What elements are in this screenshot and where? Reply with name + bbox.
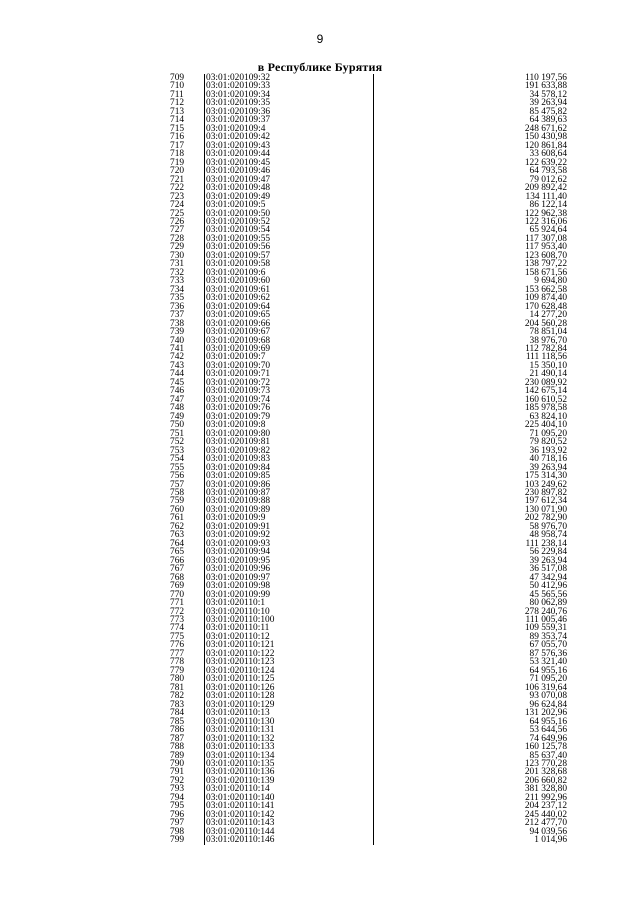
row-number: 767 <box>170 564 185 575</box>
cadastral-number: 03:01:020109:92 <box>206 530 271 541</box>
cadastral-value: 63 824,10 <box>529 411 567 422</box>
cadastral-value: 103 249,62 <box>524 479 567 490</box>
cadastral-value: 38 976,70 <box>529 335 567 346</box>
cadastral-number: 03:01:020110:129 <box>206 699 275 710</box>
row-number: 799 <box>170 835 185 846</box>
row-number: 746 <box>170 386 185 397</box>
cadastral-number: 03:01:020110:126 <box>206 682 275 693</box>
cadastral-value: 117 953,40 <box>525 242 567 253</box>
cadastral-value: 111 005,46 <box>525 615 567 625</box>
row-number: 769 <box>170 581 185 592</box>
cadastral-value: 191 633,88 <box>524 81 567 92</box>
cadastral-number: 03:01:020110:131 <box>206 725 275 736</box>
row-number: 739 <box>170 327 185 338</box>
cadastral-number: 03:01:020109:9 <box>206 513 266 524</box>
cadastral-number: 03:01:020109:98 <box>206 581 271 592</box>
cadastral-number: 03:01:020109:6 <box>206 267 266 278</box>
cadastral-number: 03:01:020110:144 <box>206 826 275 837</box>
cadastral-number: 03:01:020109:54 <box>206 225 271 236</box>
cadastral-number: 03:01:020110:121 <box>206 640 275 651</box>
cadastral-number: 03:01:020109:70 <box>206 360 271 371</box>
cadastral-number: 03:01:020110:123 <box>206 657 275 668</box>
cadastral-value: 36 193,92 <box>529 445 567 456</box>
cadastral-number: 03:01:020109:82 <box>206 445 271 456</box>
cadastral-value: 142 675,14 <box>524 386 567 397</box>
row-number: 745 <box>170 377 185 388</box>
cadastral-value: 160 610,52 <box>524 394 567 405</box>
cadastral-number: 03:01:020110:143 <box>206 818 275 829</box>
row-number: 714 <box>170 115 185 126</box>
row-number: 763 <box>170 530 185 541</box>
cadastral-value: 14 277,20 <box>529 310 567 321</box>
cadastral-number: 03:01:020109:61 <box>206 284 271 295</box>
cadastral-number: 03:01:020109:83 <box>206 454 271 465</box>
row-number: 764 <box>170 538 185 549</box>
cadastral-number: 03:01:020109:58 <box>206 259 271 270</box>
row-number: 776 <box>170 640 185 651</box>
row-number: 755 <box>170 462 185 473</box>
row-number: 737 <box>170 310 185 321</box>
cadastral-number: 03:01:020109:52 <box>206 216 271 227</box>
row-number: 712 <box>170 98 185 109</box>
cadastral-number: 03:01:020110:11 <box>206 623 270 634</box>
cadastral-number: 03:01:020109:33 <box>206 81 271 92</box>
cadastral-value: 106 319,64 <box>524 682 567 693</box>
cadastral-number: 03:01:020109:56 <box>206 242 271 253</box>
cadastral-value: 170 628,48 <box>524 301 567 312</box>
cadastral-value: 39 263,94 <box>529 555 567 566</box>
cadastral-value: 158 671,56 <box>524 267 567 278</box>
cadastral-value: 212 477,70 <box>524 818 567 829</box>
row-number: 762 <box>170 521 185 532</box>
cadastral-number: 03:01:020110:13 <box>206 708 270 719</box>
cadastral-value: 175 314,30 <box>524 471 567 482</box>
cadastral-number: 03:01:020109:80 <box>206 428 271 439</box>
cadastral-value: 248 671,62 <box>524 123 567 134</box>
cadastral-value: 185 978,58 <box>524 403 567 414</box>
cadastral-value: 45 565,56 <box>529 589 567 600</box>
row-number: 725 <box>170 208 185 219</box>
cadastral-value: 65 924,64 <box>529 225 567 236</box>
cadastral-number: 03:01:020109:93 <box>206 538 271 549</box>
cadastral-number: 03:01:020109:55 <box>206 233 271 244</box>
row-number: 758 <box>170 487 185 498</box>
cadastral-value: 130 071,90 <box>524 504 567 515</box>
cadastral-number: 03:01:020109:74 <box>206 394 271 405</box>
cadastral-number: 03:01:020109:68 <box>206 335 271 346</box>
cadastral-number: 03:01:020109:47 <box>206 174 271 185</box>
cadastral-value: 67 055,70 <box>529 640 567 651</box>
cadastral-value: 134 111,40 <box>525 191 567 202</box>
cadastral-value: 33 608,64 <box>529 149 567 160</box>
cadastral-value: 87 576,36 <box>529 648 567 659</box>
cadastral-number: 03:01:020109:45 <box>206 157 271 168</box>
cadastral-value: 39 263,94 <box>529 462 567 473</box>
cadastral-value: 109 559,31 <box>524 623 567 634</box>
cadastral-value: 79 012,62 <box>529 174 567 185</box>
cadastral-value: 131 202,96 <box>524 708 567 719</box>
cadastral-number: 03:01:020109:57 <box>206 250 271 261</box>
cadastral-value: 58 976,70 <box>529 521 567 532</box>
row-number: 711 <box>170 89 184 100</box>
cadastral-value: 96 624,84 <box>529 699 567 710</box>
cadastral-value: 15 350,10 <box>529 360 567 371</box>
row-number: 760 <box>170 504 185 515</box>
cadastral-number: 03:01:020109:49 <box>206 191 271 202</box>
cadastral-value: 197 612,34 <box>524 496 567 507</box>
row-number: 720 <box>170 166 185 177</box>
cadastral-value: 39 263,94 <box>529 98 567 109</box>
cadastral-number: 03:01:020109:73 <box>206 386 271 397</box>
cadastral-value: 78 851,04 <box>529 327 567 338</box>
row-number: 752 <box>170 437 185 448</box>
cadastral-number: 03:01:020109:32 <box>206 73 271 83</box>
row-number: 772 <box>170 606 185 617</box>
cadastral-number: 03:01:020110:128 <box>206 691 275 702</box>
cadastral-value: 225 404,10 <box>524 420 567 431</box>
row-number: 749 <box>170 411 185 422</box>
cadastral-value: 230 089,92 <box>524 377 567 388</box>
row-number: 744 <box>170 369 185 380</box>
cadastral-value: 80 062,89 <box>529 598 567 609</box>
row-number: 759 <box>170 496 185 507</box>
row-number: 790 <box>170 758 185 769</box>
cadastral-value: 122 962,38 <box>524 208 567 219</box>
cadastral-number: 03:01:020109:36 <box>206 106 271 117</box>
row-number: 723 <box>170 191 185 202</box>
cadastral-value: 74 649,96 <box>529 733 567 744</box>
cadastral-number: 03:01:020110:100 <box>206 615 275 625</box>
cadastral-value: 160 125,78 <box>524 742 567 753</box>
cadastral-number: 03:01:020109:87 <box>206 487 271 498</box>
cadastral-number: 03:01:020109:71 <box>206 369 271 380</box>
cadastral-value: 381 328,80 <box>524 784 567 795</box>
cadastral-value: 110 197,56 <box>525 73 567 83</box>
cadastral-number: 03:01:020110:10 <box>206 606 270 617</box>
row-number: 740 <box>170 335 185 346</box>
row-number: 727 <box>170 225 185 236</box>
cadastral-number: 03:01:020110:135 <box>206 758 275 769</box>
cadastral-value: 34 578,12 <box>529 89 567 100</box>
cadastral-value: 209 892,42 <box>524 183 567 194</box>
cadastral-number: 03:01:020110:146 <box>206 835 275 846</box>
cadastral-value: 94 039,56 <box>529 826 567 837</box>
row-number: 734 <box>170 284 185 295</box>
cadastral-value: 1 014,96 <box>534 835 567 846</box>
cadastral-value: 202 782,90 <box>524 513 567 524</box>
row-number: 778 <box>170 657 185 668</box>
cadastral-value: 120 861,84 <box>524 140 567 151</box>
row-number: 722 <box>170 183 185 194</box>
row-number: 733 <box>170 276 185 287</box>
cadastral-value: 85 637,40 <box>529 750 567 761</box>
row-number: 795 <box>170 801 185 812</box>
cadastral-value: 47 342,94 <box>529 572 567 583</box>
row-number: 788 <box>170 742 185 753</box>
cadastral-value: 86 122,14 <box>529 200 567 211</box>
row-number: 787 <box>170 733 185 744</box>
cadastral-value: 89 353,74 <box>529 631 567 642</box>
cadastral-value-table <box>161 74 573 845</box>
cadastral-number: 03:01:020110:136 <box>206 767 275 778</box>
cadastral-number: 03:01:020109:67 <box>206 327 271 338</box>
row-number: 717 <box>170 140 185 151</box>
row-number: 738 <box>170 318 185 329</box>
cadastral-value: 48 958,74 <box>529 530 567 541</box>
row-number: 741 <box>170 344 185 354</box>
cadastral-value: 211 992,96 <box>525 792 567 803</box>
row-number: 724 <box>170 200 185 211</box>
cadastral-value: 64 955,16 <box>529 716 567 727</box>
row-number: 730 <box>170 250 185 261</box>
table-row <box>161 836 573 844</box>
cadastral-number: 03:01:020109:79 <box>206 411 271 422</box>
cadastral-number: 03:01:020109:81 <box>206 437 271 448</box>
cadastral-number: 03:01:020109:60 <box>206 276 271 287</box>
cadastral-value: 138 797,22 <box>524 259 567 270</box>
cadastral-number: 03:01:020110:133 <box>206 742 275 753</box>
row-number: 728 <box>170 233 185 244</box>
row-number: 753 <box>170 445 185 456</box>
cadastral-value: 85 475,82 <box>529 106 567 117</box>
cadastral-number: 03:01:020109:72 <box>206 377 271 388</box>
cadastral-value: 40 718,16 <box>529 454 567 465</box>
cadastral-number: 03:01:020109:4 <box>206 123 266 134</box>
cadastral-number: 03:01:020109:69 <box>206 344 271 354</box>
cadastral-value: 123 608,70 <box>524 250 567 261</box>
cadastral-number: 03:01:020110:1 <box>206 598 266 609</box>
cadastral-number: 03:01:020110:125 <box>206 674 275 685</box>
row-number: 750 <box>170 420 185 431</box>
cadastral-number: 03:01:020110:141 <box>206 801 275 812</box>
row-number: 709 <box>170 73 185 83</box>
cadastral-value: 206 660,82 <box>524 775 567 786</box>
cadastral-value: 245 440,02 <box>524 809 567 820</box>
row-number: 775 <box>170 631 185 642</box>
cadastral-number: 03:01:020110:139 <box>206 775 275 786</box>
cadastral-number: 03:01:020110:140 <box>206 792 275 803</box>
cadastral-number: 03:01:020109:95 <box>206 555 271 566</box>
cadastral-value: 122 639,22 <box>524 157 567 168</box>
row-number: 719 <box>170 157 185 168</box>
row-number: 743 <box>170 360 185 371</box>
row-number: 721 <box>170 174 185 185</box>
cadastral-number: 03:01:020109:8 <box>206 420 266 431</box>
cadastral-number: 03:01:020109:84 <box>206 462 271 473</box>
row-number: 786 <box>170 725 185 736</box>
cadastral-number: 03:01:020109:91 <box>206 521 271 532</box>
cadastral-value: 230 897,82 <box>524 487 567 498</box>
cadastral-value: 71 095,20 <box>529 674 567 685</box>
cadastral-value: 109 874,40 <box>524 293 567 304</box>
row-number: 756 <box>170 471 185 482</box>
row-number: 798 <box>170 826 185 837</box>
cadastral-value: 153 662,58 <box>524 284 567 295</box>
row-number: 765 <box>170 547 185 558</box>
row-number: 782 <box>170 691 185 702</box>
cadastral-value: 112 782,84 <box>525 344 567 354</box>
row-number: 777 <box>170 648 185 659</box>
cadastral-number: 03:01:020109:46 <box>206 166 271 177</box>
cadastral-value: 36 517,08 <box>529 564 567 575</box>
cadastral-number: 03:01:020109:35 <box>206 98 271 109</box>
cadastral-number: 03:01:020109:85 <box>206 471 271 482</box>
cadastral-number: 03:01:020109:50 <box>206 208 271 219</box>
cadastral-number: 03:01:020110:124 <box>206 665 275 676</box>
cadastral-value: 93 070,08 <box>529 691 567 702</box>
row-number: 754 <box>170 454 185 465</box>
row-number: 770 <box>170 589 185 600</box>
row-number: 715 <box>170 123 185 134</box>
cadastral-value: 204 560,28 <box>524 318 567 329</box>
cadastral-value: 64 389,63 <box>529 115 567 126</box>
cadastral-value: 201 328,68 <box>524 767 567 778</box>
row-number: 780 <box>170 674 185 685</box>
cadastral-number: 03:01:020109:42 <box>206 132 271 143</box>
cadastral-number: 03:01:020109:44 <box>206 149 271 160</box>
cadastral-value: 21 490,14 <box>529 369 567 380</box>
cadastral-value: 56 229,84 <box>529 547 567 558</box>
row-number: 779 <box>170 665 185 676</box>
row-number: 731 <box>170 259 185 270</box>
row-number: 742 <box>170 352 185 363</box>
cadastral-number: 03:01:020109:34 <box>206 89 271 100</box>
cadastral-value: 117 307,08 <box>525 233 567 244</box>
row-number: 757 <box>170 479 185 490</box>
cadastral-number: 03:01:020109:37 <box>206 115 271 126</box>
cadastral-number: 03:01:020109:5 <box>206 200 266 211</box>
cadastral-number: 03:01:020109:96 <box>206 564 271 575</box>
row-number: 774 <box>170 623 185 634</box>
row-number: 783 <box>170 699 185 710</box>
cadastral-number: 03:01:020109:99 <box>206 589 271 600</box>
cadastral-value: 53 644,56 <box>529 725 567 736</box>
row-number: 729 <box>170 242 185 253</box>
row-number: 791 <box>170 767 185 778</box>
cadastral-value: 278 240,76 <box>524 606 567 617</box>
cadastral-value: 123 770,28 <box>524 758 567 769</box>
row-number: 748 <box>170 403 185 414</box>
cadastral-number: 03:01:020110:134 <box>206 750 275 761</box>
row-number: 718 <box>170 149 185 160</box>
cadastral-value: 64 793,58 <box>529 166 567 177</box>
cadastral-value: 79 820,52 <box>529 437 567 448</box>
cadastral-number: 03:01:020110:142 <box>206 809 275 820</box>
cadastral-number: 03:01:020110:14 <box>206 784 270 795</box>
cadastral-number: 03:01:020109:89 <box>206 504 271 515</box>
cadastral-number: 03:01:020109:76 <box>206 403 271 414</box>
row-number: 781 <box>170 682 185 693</box>
row-number: 793 <box>170 784 185 795</box>
cadastral-value: 64 955,16 <box>529 665 567 676</box>
cadastral-value: 50 412,96 <box>529 581 567 592</box>
row-number: 794 <box>170 792 185 803</box>
cadastral-value: 111 238,14 <box>525 538 567 549</box>
region-header: в Республике Бурятия <box>257 60 383 74</box>
row-number: 716 <box>170 132 185 143</box>
cadastral-value: 111 118,56 <box>525 352 567 363</box>
row-number: 768 <box>170 572 185 583</box>
cadastral-value: 71 095,20 <box>529 428 567 439</box>
page-number: 9 <box>316 32 324 46</box>
cadastral-number: 03:01:020110:132 <box>206 733 275 744</box>
cadastral-number: 03:01:020109:43 <box>206 140 271 151</box>
row-number: 761 <box>170 513 185 524</box>
row-number: 713 <box>170 106 185 117</box>
row-number: 726 <box>170 216 185 227</box>
row-number: 751 <box>170 428 185 439</box>
row-number: 747 <box>170 394 185 405</box>
cadastral-number: 03:01:020109:48 <box>206 183 271 194</box>
cadastral-number: 03:01:020109:7 <box>206 352 266 363</box>
cadastral-number: 03:01:020109:97 <box>206 572 271 583</box>
cadastral-number: 03:01:020110:130 <box>206 716 275 727</box>
cadastral-value: 122 316,06 <box>524 216 567 227</box>
cadastral-value: 9 694,80 <box>534 276 567 287</box>
row-number: 784 <box>170 708 185 719</box>
row-number: 796 <box>170 809 185 820</box>
row-number: 736 <box>170 301 185 312</box>
row-number: 785 <box>170 716 185 727</box>
row-number: 773 <box>170 615 185 625</box>
cadastral-number: 03:01:020110:12 <box>206 631 270 642</box>
cadastral-number: 03:01:020110:122 <box>206 648 275 659</box>
cadastral-number: 03:01:020109:65 <box>206 310 271 321</box>
row-number: 771 <box>170 598 185 609</box>
row-number: 792 <box>170 775 185 786</box>
row-number: 710 <box>170 81 185 92</box>
cadastral-number: 03:01:020109:62 <box>206 293 271 304</box>
row-number: 789 <box>170 750 185 761</box>
cadastral-number: 03:01:020109:94 <box>206 547 271 558</box>
cadastral-value: 204 237,12 <box>524 801 567 812</box>
row-number: 735 <box>170 293 185 304</box>
row-number: 766 <box>170 555 185 566</box>
cadastral-number: 03:01:020109:86 <box>206 479 271 490</box>
table-body <box>161 74 573 845</box>
cadastral-value: 150 430,98 <box>524 132 567 143</box>
cadastral-number: 03:01:020109:88 <box>206 496 271 507</box>
cadastral-number: 03:01:020109:66 <box>206 318 271 329</box>
row-number: 797 <box>170 818 185 829</box>
row-number: 732 <box>170 267 185 278</box>
cadastral-number: 03:01:020109:64 <box>206 301 271 312</box>
cadastral-value: 53 321,40 <box>529 657 567 668</box>
